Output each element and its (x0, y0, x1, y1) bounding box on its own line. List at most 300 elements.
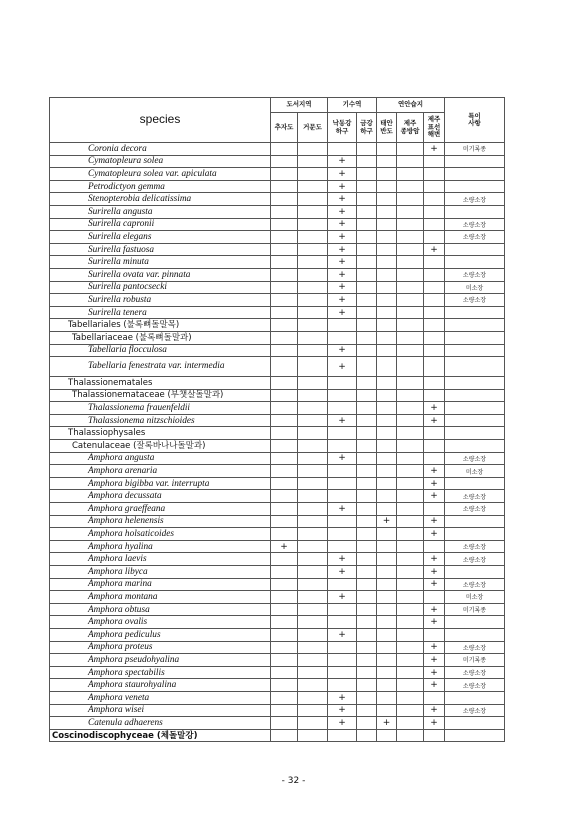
presence-cell (271, 427, 298, 440)
species-name: Amphora montana (50, 591, 271, 604)
presence-cell (271, 218, 298, 231)
remark-cell: 소량소장 (445, 704, 505, 717)
remark-cell: 소량소장 (445, 540, 505, 553)
presence-cell (328, 331, 357, 344)
presence-cell (298, 641, 328, 654)
presence-cell (377, 243, 397, 256)
presence-cell (397, 402, 424, 415)
taxon-heading: Tabellariales (불록뼈돌말목) (50, 319, 271, 332)
presence-cell: + (424, 143, 445, 156)
presence-cell: + (424, 243, 445, 256)
table-row (50, 704, 505, 717)
presence-cell (298, 205, 328, 218)
table-row (50, 205, 505, 218)
species-name: Amphora pediculus (50, 628, 271, 641)
presence-cell (271, 357, 298, 377)
presence-cell (298, 465, 328, 478)
presence-cell (357, 180, 377, 193)
presence-cell: + (377, 515, 397, 528)
presence-cell (397, 155, 424, 168)
presence-cell: + (328, 256, 357, 269)
remark-cell (445, 616, 505, 629)
presence-cell (377, 440, 397, 453)
presence-cell (397, 654, 424, 667)
presence-cell (377, 331, 397, 344)
presence-cell: + (424, 704, 445, 717)
remark-cell (445, 256, 505, 269)
presence-cell (328, 143, 357, 156)
presence-cell (298, 503, 328, 516)
presence-cell: + (424, 528, 445, 541)
presence-cell (271, 193, 298, 206)
presence-cell (271, 344, 298, 357)
table-row (50, 427, 505, 440)
presence-cell (397, 477, 424, 490)
presence-cell (328, 427, 357, 440)
presence-cell (377, 294, 397, 307)
presence-cell (298, 616, 328, 629)
presence-cell (298, 402, 328, 415)
table-row (50, 666, 505, 679)
presence-cell (424, 452, 445, 465)
presence-cell (328, 319, 357, 332)
species-name: Amphora pseudohyalina (50, 654, 271, 667)
presence-cell (298, 389, 328, 402)
presence-cell (424, 540, 445, 553)
presence-cell (357, 729, 377, 742)
presence-cell (397, 440, 424, 453)
species-name: Amphora ovalis (50, 616, 271, 629)
presence-cell (357, 465, 377, 478)
remark-cell (445, 414, 505, 427)
species-name: Amphora obtusa (50, 603, 271, 616)
presence-cell: + (328, 553, 357, 566)
presence-cell: + (328, 717, 357, 730)
presence-cell (377, 180, 397, 193)
table-row (50, 452, 505, 465)
presence-cell (397, 389, 424, 402)
presence-cell: + (424, 515, 445, 528)
remark-cell: 소량소장 (445, 553, 505, 566)
presence-cell (271, 377, 298, 390)
presence-cell (377, 344, 397, 357)
presence-cell (357, 281, 377, 294)
presence-cell: + (328, 503, 357, 516)
species-name: Amphora proteus (50, 641, 271, 654)
presence-cell (328, 389, 357, 402)
brackish-group-header: 기수역 (328, 98, 377, 113)
presence-cell (377, 616, 397, 629)
presence-cell (357, 490, 377, 503)
presence-cell (271, 402, 298, 415)
presence-cell (298, 540, 328, 553)
presence-cell (271, 168, 298, 181)
species-name: Cymatopleura solea var. apiculata (50, 168, 271, 181)
presence-cell (377, 231, 397, 244)
presence-cell (377, 704, 397, 717)
presence-cell: + (328, 155, 357, 168)
presence-cell (298, 143, 328, 156)
presence-cell (424, 729, 445, 742)
species-name: Surirella angusta (50, 205, 271, 218)
remark-cell (445, 389, 505, 402)
col-header-geomundo: 거문도 (298, 113, 328, 143)
table-row (50, 168, 505, 181)
presence-cell (397, 679, 424, 692)
presence-cell (397, 319, 424, 332)
presence-cell (271, 616, 298, 629)
presence-cell (298, 281, 328, 294)
presence-cell: + (424, 717, 445, 730)
presence-cell: + (328, 628, 357, 641)
presence-cell (357, 603, 377, 616)
presence-cell (328, 477, 357, 490)
presence-cell: + (424, 490, 445, 503)
presence-cell: + (424, 603, 445, 616)
remark-cell (445, 331, 505, 344)
remark-cell: 미소장 (445, 591, 505, 604)
species-name: Coronia decora (50, 143, 271, 156)
page-number: - 32 - (281, 776, 306, 786)
remark-cell (445, 306, 505, 319)
col-header-chujado: 추자도 (271, 113, 298, 143)
island-group-header: 도서지역 (271, 98, 328, 113)
presence-cell: + (328, 180, 357, 193)
table-row (50, 331, 505, 344)
presence-cell (377, 193, 397, 206)
presence-cell (328, 641, 357, 654)
presence-cell (377, 654, 397, 667)
presence-cell: + (328, 168, 357, 181)
presence-cell (298, 306, 328, 319)
presence-cell (298, 377, 328, 390)
presence-cell (397, 540, 424, 553)
presence-cell (328, 490, 357, 503)
remark-cell (445, 168, 505, 181)
presence-cell: + (328, 704, 357, 717)
presence-cell (377, 641, 397, 654)
presence-cell (271, 591, 298, 604)
remark-cell (445, 180, 505, 193)
presence-cell (397, 666, 424, 679)
presence-cell: + (328, 306, 357, 319)
presence-cell: + (424, 414, 445, 427)
presence-cell (377, 155, 397, 168)
presence-cell (377, 414, 397, 427)
presence-cell (397, 243, 424, 256)
presence-cell: + (424, 666, 445, 679)
presence-cell: + (328, 344, 357, 357)
presence-cell: + (328, 281, 357, 294)
presence-cell: + (328, 414, 357, 427)
species-name: Surirella ovata var. pinnata (50, 268, 271, 281)
presence-cell (377, 666, 397, 679)
presence-cell (298, 440, 328, 453)
presence-cell (424, 440, 445, 453)
presence-cell: + (328, 294, 357, 307)
presence-cell (298, 553, 328, 566)
presence-cell (377, 566, 397, 579)
presence-cell (397, 377, 424, 390)
presence-cell (298, 294, 328, 307)
species-name: Amphora decussata (50, 490, 271, 503)
table-row (50, 193, 505, 206)
presence-cell (377, 319, 397, 332)
remark-cell: 미기록종 (445, 143, 505, 156)
col-header-jeju-jongbangam: 제주 종방암 (397, 113, 424, 143)
presence-cell (357, 540, 377, 553)
presence-cell (271, 654, 298, 667)
presence-cell (271, 566, 298, 579)
presence-cell (397, 205, 424, 218)
presence-cell: + (377, 717, 397, 730)
presence-cell (424, 344, 445, 357)
presence-cell (357, 477, 377, 490)
presence-cell (424, 155, 445, 168)
species-name: Thalassionema frauenfeldii (50, 402, 271, 415)
presence-cell (271, 465, 298, 478)
presence-cell (377, 452, 397, 465)
presence-cell (357, 704, 377, 717)
species-name: Amphora wisei (50, 704, 271, 717)
presence-cell (357, 306, 377, 319)
presence-cell: + (328, 357, 357, 377)
presence-cell (271, 679, 298, 692)
presence-cell (357, 231, 377, 244)
presence-cell (424, 281, 445, 294)
presence-cell (328, 578, 357, 591)
remark-cell (445, 477, 505, 490)
presence-cell (377, 402, 397, 415)
presence-cell (357, 641, 377, 654)
presence-cell (271, 477, 298, 490)
taxon-heading: Catenulaceae (잘록바나나돌말과) (50, 440, 271, 453)
remark-cell: 소량소장 (445, 490, 505, 503)
presence-cell (397, 591, 424, 604)
presence-cell (397, 427, 424, 440)
presence-cell (271, 319, 298, 332)
presence-cell (397, 231, 424, 244)
remark-cell: 소량소장 (445, 666, 505, 679)
presence-cell (424, 377, 445, 390)
presence-cell (271, 256, 298, 269)
species-name: Amphora libyca (50, 566, 271, 579)
taxon-heading: Thalassionemataceae (부챗살돌말과) (50, 389, 271, 402)
presence-cell (328, 515, 357, 528)
remark-cell (445, 427, 505, 440)
table-row (50, 465, 505, 478)
presence-cell (328, 679, 357, 692)
species-name: Amphora veneta (50, 691, 271, 704)
presence-cell (357, 357, 377, 377)
presence-cell (357, 218, 377, 231)
presence-cell (357, 143, 377, 156)
presence-cell (397, 357, 424, 377)
remark-cell (445, 628, 505, 641)
presence-cell (377, 465, 397, 478)
presence-cell (424, 628, 445, 641)
presence-cell (357, 578, 377, 591)
remarks-header (445, 98, 505, 143)
remark-cell: 소량소장 (445, 641, 505, 654)
presence-cell (377, 528, 397, 541)
remark-cell: 소량소장 (445, 218, 505, 231)
presence-cell (328, 540, 357, 553)
remark-cell (445, 155, 505, 168)
species-name: Tabellaria fenestrata var. intermedia (50, 357, 271, 377)
presence-cell (271, 628, 298, 641)
species-name: Amphora helenensis (50, 515, 271, 528)
presence-cell (397, 180, 424, 193)
presence-cell (271, 331, 298, 344)
table-row (50, 528, 505, 541)
table-row (50, 155, 505, 168)
remark-cell: 미소장 (445, 281, 505, 294)
species-name: Stenopterobia delicatissima (50, 193, 271, 206)
presence-cell (424, 306, 445, 319)
presence-cell (397, 641, 424, 654)
table-header (50, 98, 505, 143)
remark-cell (445, 205, 505, 218)
presence-cell (377, 691, 397, 704)
presence-cell (357, 528, 377, 541)
coastal-group-header: 연안습지 (377, 98, 445, 113)
presence-cell (271, 268, 298, 281)
presence-cell (271, 414, 298, 427)
presence-cell (357, 691, 377, 704)
presence-cell (271, 205, 298, 218)
remark-cell: 소량소장 (445, 503, 505, 516)
remark-cell: 소량소장 (445, 193, 505, 206)
presence-cell (357, 205, 377, 218)
table-row (50, 243, 505, 256)
presence-cell (357, 193, 377, 206)
presence-cell (298, 256, 328, 269)
remark-cell: 미기록종 (445, 603, 505, 616)
species-name: Amphora arenaria (50, 465, 271, 478)
presence-cell (397, 465, 424, 478)
remark-cell (445, 440, 505, 453)
presence-cell (397, 553, 424, 566)
presence-cell (271, 231, 298, 244)
species-name: Petrodictyon gemma (50, 180, 271, 193)
table-body (50, 143, 505, 742)
presence-cell (357, 402, 377, 415)
table-row (50, 256, 505, 269)
table-row (50, 578, 505, 591)
table-row (50, 540, 505, 553)
table-row (50, 268, 505, 281)
presence-cell (357, 414, 377, 427)
presence-cell (271, 515, 298, 528)
presence-cell: + (328, 218, 357, 231)
presence-cell (328, 402, 357, 415)
presence-cell: + (424, 477, 445, 490)
presence-cell (357, 294, 377, 307)
presence-cell (377, 281, 397, 294)
presence-cell (271, 306, 298, 319)
presence-cell (271, 243, 298, 256)
presence-cell (271, 666, 298, 679)
presence-cell (271, 281, 298, 294)
presence-cell (271, 143, 298, 156)
presence-cell (357, 628, 377, 641)
table-row (50, 503, 505, 516)
presence-cell (424, 256, 445, 269)
remark-cell (445, 243, 505, 256)
presence-cell (397, 691, 424, 704)
table-row (50, 591, 505, 604)
remark-cell: 미기록종 (445, 654, 505, 667)
presence-cell (271, 717, 298, 730)
presence-cell (424, 319, 445, 332)
presence-cell (271, 553, 298, 566)
table-row (50, 616, 505, 629)
table-row (50, 294, 505, 307)
presence-cell (357, 155, 377, 168)
presence-cell: + (424, 553, 445, 566)
presence-cell (298, 268, 328, 281)
remark-cell (445, 319, 505, 332)
presence-cell (377, 477, 397, 490)
presence-cell (377, 268, 397, 281)
presence-cell (397, 256, 424, 269)
table-row (50, 553, 505, 566)
presence-cell (397, 717, 424, 730)
species-name: Surirella elegans (50, 231, 271, 244)
table-row (50, 231, 505, 244)
presence-cell (328, 616, 357, 629)
presence-cell (298, 679, 328, 692)
presence-cell (377, 143, 397, 156)
presence-cell (357, 168, 377, 181)
remark-cell: 소량소장 (445, 578, 505, 591)
presence-cell (424, 268, 445, 281)
presence-cell (328, 654, 357, 667)
presence-cell (357, 566, 377, 579)
table-row (50, 319, 505, 332)
remark-cell (445, 357, 505, 377)
presence-cell: + (328, 193, 357, 206)
species-name: Amphora spectabilis (50, 666, 271, 679)
presence-cell (298, 628, 328, 641)
col-header-taean: 태안 반도 (377, 113, 397, 143)
presence-cell (298, 691, 328, 704)
presence-cell (397, 414, 424, 427)
remark-cell: 소량소장 (445, 679, 505, 692)
species-name: Amphora holsaticoides (50, 528, 271, 541)
presence-cell (377, 427, 397, 440)
presence-cell (328, 377, 357, 390)
table-row (50, 402, 505, 415)
presence-cell (271, 691, 298, 704)
table-row (50, 515, 505, 528)
presence-cell (377, 168, 397, 181)
presence-cell (357, 243, 377, 256)
presence-cell (271, 389, 298, 402)
presence-cell (357, 331, 377, 344)
presence-cell: + (328, 566, 357, 579)
presence-cell (424, 294, 445, 307)
presence-cell (377, 205, 397, 218)
remark-cell: 소량소장 (445, 294, 505, 307)
presence-cell (397, 344, 424, 357)
presence-cell (357, 344, 377, 357)
presence-cell (298, 490, 328, 503)
presence-cell (424, 168, 445, 181)
presence-cell (377, 540, 397, 553)
presence-cell: + (328, 243, 357, 256)
